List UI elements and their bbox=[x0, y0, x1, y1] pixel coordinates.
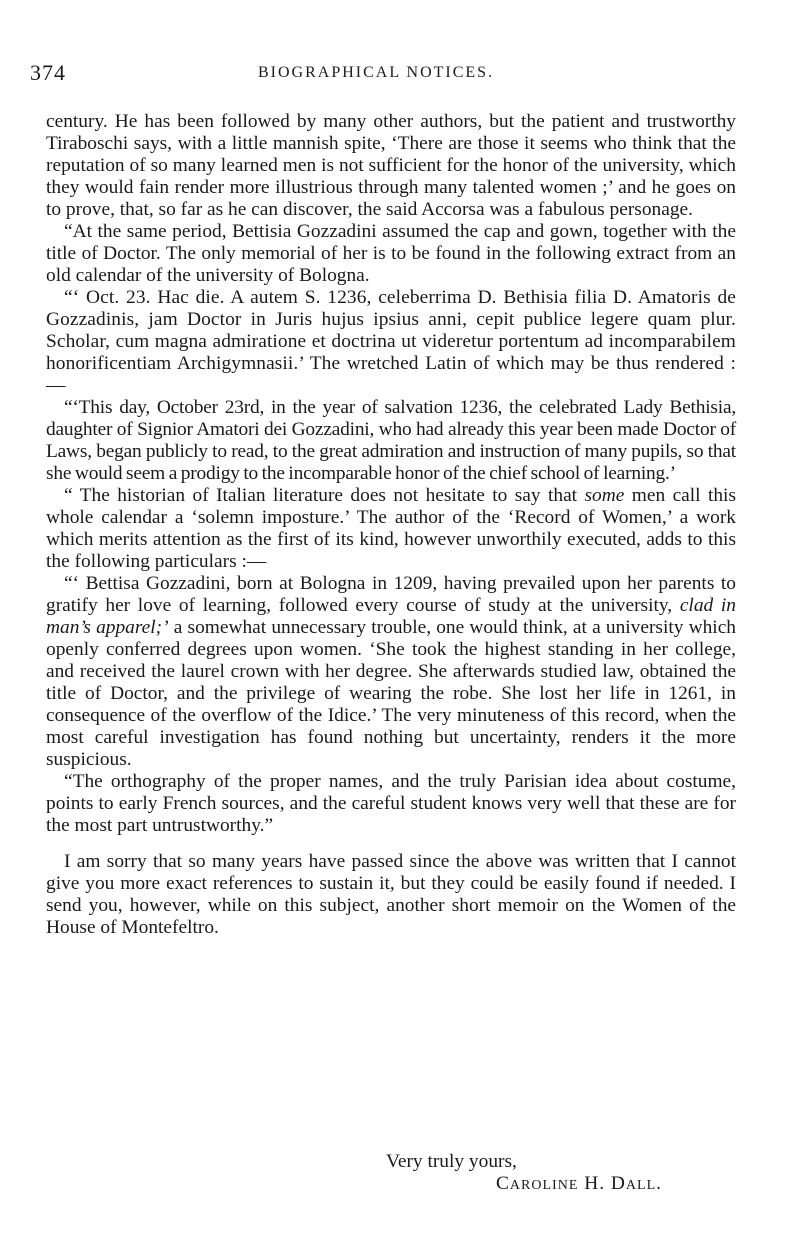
paragraph-5 bbox=[46, 485, 736, 573]
paragraph-6-end: a somewhat unnecessary trouble, one would think, at a university which openly conferred degrees upon women. ‘She took the highest standing in her college, and received the laurel crown with her degree. She afterwards studied law, obtained the title of Doctor, and the privilege of wearing the robe. She lost her life in 1261, in consequence of the overflow of the Idice.’ The very minuteness of this record, when the most careful investigation has found nothing but uncertainty, renders it the more suspicious. bbox=[46, 617, 736, 770]
page-header bbox=[30, 60, 740, 90]
paragraph-1: century. He has been followed by many other authors, but the patient and trustworthy Tiraboschi says, with a little mannish spite, ‘There are those it seems who think that the reputation of so many learned men is not sufficient for the honor of the university, which they would fain render more illustrious through many talented women ;’ and he goes on to prove, that, so far as he can discover, the said Accorsa was a fabulous personage. bbox=[46, 111, 736, 220]
paragraph-translation: “‘This day, October 23rd, in the year of salvation 1236, the celebrated Lady Bethisia, daughter of Signior Amatori dei Gozzadini, who had already this year been made Doctor of Laws, began publicly to read, to the great admiration and instruction of many pupils, so that she would seem a prodigy to the incomparable honor of the chief school of learning.’ bbox=[46, 397, 736, 484]
closing-salutation: Very truly yours, bbox=[386, 1151, 517, 1172]
paragraph-6-start: “‘ Bettisa Gozzadini, born at Bologna in 1209, having prevailed upon her parents to gratify her love of learning, followed every course of study at the university, bbox=[46, 573, 736, 616]
paragraph-latin-extract: “‘ Oct. 23. Hac die. A autem S. 1236, celeberrima D. Bethisia filia D. Amatoris de Gozzadinis, jam Doctor in Juris hujus ipsius anni, cepit publice legere quam plur. Scholar, cum magna admiratione et doctrina ut videretur portentum ad incomparabilem honorificentiam Archigymnasii.’ The wretched Latin of which may be thus rendered :— bbox=[46, 287, 736, 396]
paragraph-2: “At the same period, Bettisia Gozzadini assumed the cap and gown, together with the title of Doctor. The only memorial of her is to be found in the following extract from an old calendar of the university of Bologna. bbox=[46, 221, 736, 286]
page-number: 374 bbox=[30, 60, 66, 85]
body-text bbox=[46, 111, 736, 939]
paragraph-8: I am sorry that so many years have passed since the above was written that I cannot give you more exact references to sustain it, but they could be easily found if needed. I send you, however, while on this subject, another short memoir on the Women of the House of Montefeltro. bbox=[46, 851, 736, 938]
paragraph-6 bbox=[46, 573, 736, 771]
paragraph-7: “The orthography of the proper names, and the truly Parisian idea about costume, points to early French sources, and the careful student knows very well that these are for the most part untrustworthy.” bbox=[46, 771, 736, 836]
paragraph-5-start: “ The historian of Italian literature does not hesitate to say that bbox=[64, 485, 585, 506]
signature: Caroline H. Dall. bbox=[496, 1173, 662, 1194]
italic-apparel: clad in man’s apparel;’ bbox=[46, 595, 736, 638]
paragraph-5-end: men call this whole calendar a ‘solemn imposture.’ The author of the ‘Record of Women,’ a work which merits attention as the first of its kind, however unworthily executed, adds to this the following particulars :— bbox=[46, 485, 736, 572]
italic-some: some bbox=[584, 485, 625, 506]
running-head: BIOGRAPHICAL NOTICES. bbox=[258, 64, 495, 81]
